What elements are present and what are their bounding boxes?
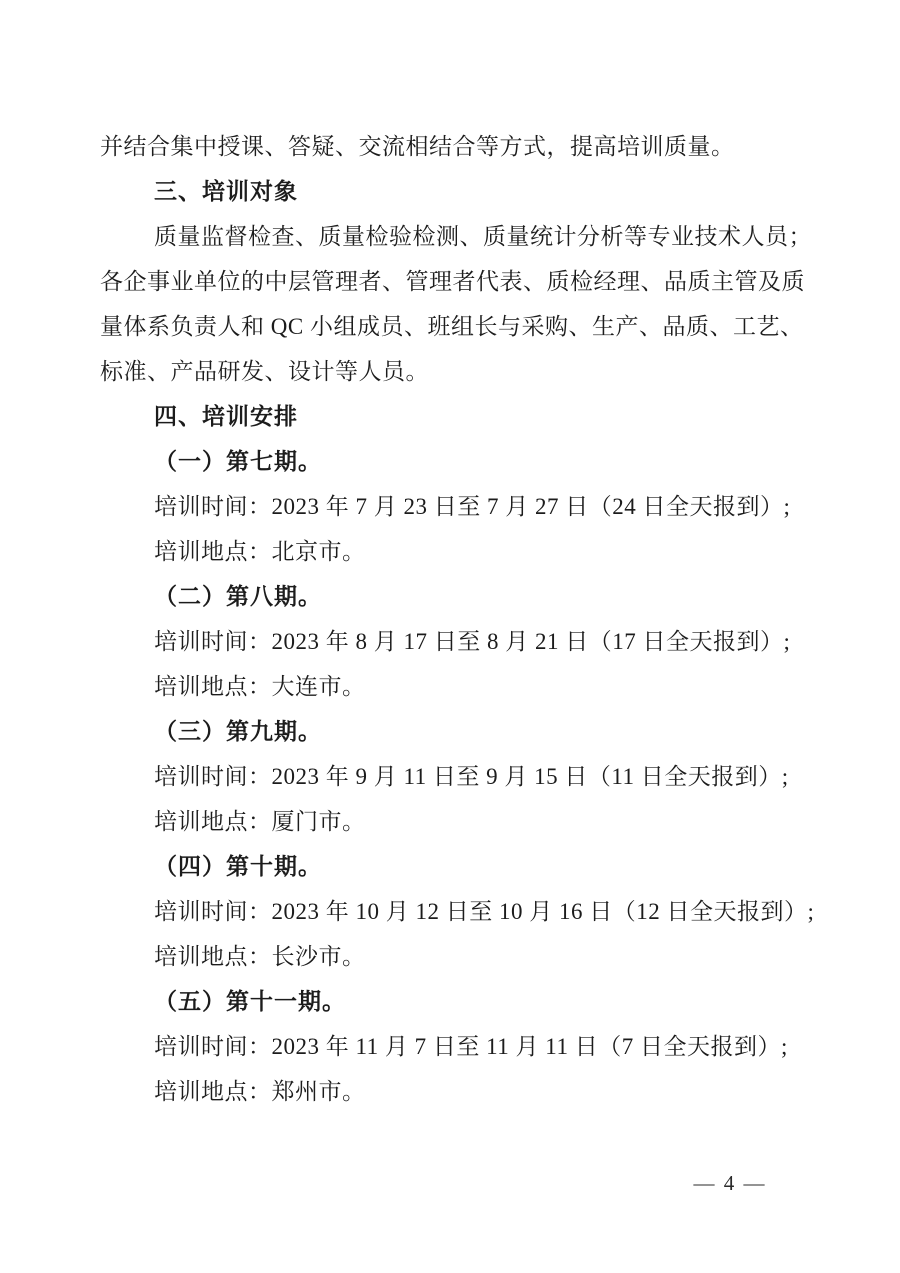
training-targets-line: 量体系负责人和 QC 小组成员、班组长与采购、生产、品质、工艺、 — [100, 314, 804, 339]
session-location: 培训地点：大连市。 — [154, 674, 366, 699]
session-time: 培训时间：2023 年 7 月 23 日至 7 月 27 日（24 日全天报到）; — [154, 494, 791, 519]
session-time: 培训时间：2023 年 9 月 11 日至 9 月 15 日（11 日全天报到）; — [154, 764, 789, 789]
section-heading-training-schedule: 四、培训安排 — [154, 403, 298, 429]
session-title: （二）第八期。 — [154, 584, 322, 609]
session-time: 培训时间：2023 年 11 月 7 日至 11 月 11 日（7 日全天报到）; — [154, 1034, 788, 1059]
session-time: 培训时间：2023 年 10 月 12 日至 10 月 16 日（12 日全天报到）; — [154, 899, 815, 924]
session-title: （五）第十一期。 — [154, 989, 346, 1014]
session-location: 培训地点：郑州市。 — [154, 1079, 366, 1104]
session-title: （一）第七期。 — [154, 449, 322, 474]
session-location: 培训地点：长沙市。 — [154, 944, 366, 969]
session-location: 培训地点：北京市。 — [154, 539, 366, 564]
session-time: 培训时间：2023 年 8 月 17 日至 8 月 21 日（17 日全天报到）; — [154, 629, 791, 654]
paragraph-continuation-line: 并结合集中授课、答疑、交流相结合等方式，提高培训质量。 — [100, 134, 735, 159]
page-number: — 4 — — [693, 1171, 767, 1195]
session-location: 培训地点：厦门市。 — [154, 809, 366, 834]
document-body — [100, 124, 815, 1114]
training-targets-line: 各企事业单位的中层管理者、管理者代表、质检经理、品质主管及质 — [100, 269, 805, 294]
training-targets-line: 标准、产品研发、设计等人员。 — [100, 359, 429, 384]
section-heading-training-targets: 三、培训对象 — [154, 178, 298, 204]
session-title: （四）第十期。 — [154, 854, 322, 879]
session-title: （三）第九期。 — [154, 719, 322, 744]
training-targets-line: 质量监督检查、质量检验检测、质量统计分析等专业技术人员； — [154, 224, 812, 249]
